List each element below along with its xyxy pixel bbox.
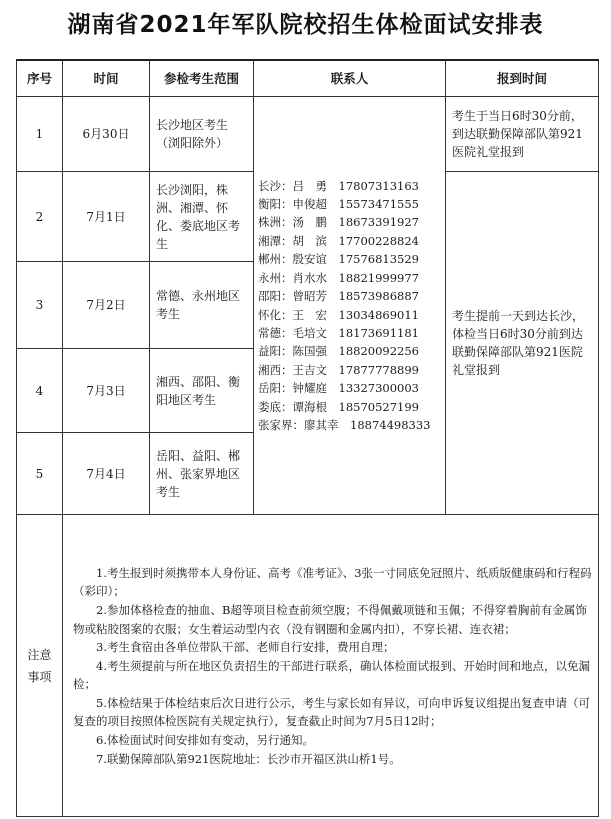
row-range: 岳阳、益阳、郴州、张家界地区考生: [150, 433, 254, 515]
contact-line: 株洲：汤 鹏 18673391927: [258, 215, 419, 230]
contact-line: 湘西：王吉文 17877778899: [258, 362, 419, 377]
note-item: 3.考生食宿由各单位带队干部、老师自行安排，费用自理；: [96, 640, 395, 655]
row-no: 2: [17, 172, 63, 262]
header-report: 报到时间: [446, 60, 599, 97]
note-item: 6.体检面试时间安排如有变动，另行通知。: [96, 733, 314, 748]
contact-line: 娄底：谭海根 18570527199: [258, 399, 419, 414]
notes-content: [63, 515, 599, 817]
contact-line: 常德：毛培文 18173691181: [258, 325, 419, 340]
notes-row: [17, 515, 599, 817]
row-date: 7月2日: [63, 262, 150, 349]
note-item: 1.考生报到时须携带本人身份证、高考《准考证》、3张一寸同底免冠照片、纸质版健康码和行程码（彩印）；: [73, 565, 592, 599]
row-date: 7月3日: [63, 349, 150, 433]
header-date: 时间: [63, 60, 150, 97]
contact-line: 衡阳：申俊超 15573471555: [258, 197, 419, 212]
row-range: 长沙地区考生（浏阳除外）: [150, 97, 254, 172]
table-row: [17, 97, 599, 172]
row-no: 5: [17, 433, 63, 515]
contact-line: 张家界：廖其幸 18874498333: [258, 417, 431, 432]
row-date: 7月1日: [63, 172, 150, 262]
note-item: 5.体检结果于体检结束后次日进行公示，考生与家长如有异议，可向申诉复议组提出复查申请（可复查的项目按照体检医院有关规定执行），复查截止时间为7月5日12时；: [73, 695, 590, 729]
notes-label-line: 事项: [27, 669, 52, 684]
contact-line: 郴州：殷安谊 17576813529: [258, 252, 419, 267]
contact-line: 岳阳：钟耀庭 13327300003: [258, 381, 419, 396]
header-range: 参检考生范围: [150, 60, 254, 97]
row-no: 4: [17, 349, 63, 433]
row-range: 常德、永州地区考生: [150, 262, 254, 349]
contact-line: 邵阳：曾昭芳 18573986887: [258, 289, 419, 304]
row-range: 长沙浏阳，株洲、湘潭、怀化、娄底地区考生: [150, 172, 254, 262]
contact-line: 湘潭：胡 滨 17700228824: [258, 233, 419, 248]
row-date: 6月30日: [63, 97, 150, 172]
contact-line: 永州：肖水水 18821999977: [258, 270, 419, 285]
schedule-table: [16, 59, 599, 817]
note-item: 2.参加体格检查的抽血、B超等项目检查前须空腹；不得佩戴项链和玉佩；不得穿着胸前有金属饰物或粘胶图案的衣服；女生着运动型内衣（没有钢圈和金属内扣），不穿长裙、连衣裙；: [73, 602, 587, 636]
contact-line: 益阳：陈国强 18820092256: [258, 344, 419, 359]
header-no: 序号: [17, 60, 63, 97]
notes-label: [17, 515, 63, 817]
note-item: 7.联勤保障部队第921医院地址：长沙市开福区洪山桥1号。: [96, 751, 401, 766]
contacts-cell: [254, 97, 446, 515]
row-no: 3: [17, 262, 63, 349]
notes-label-line: 注意: [27, 647, 52, 662]
row-no: 1: [17, 97, 63, 172]
note-item: 4.考生须提前与所在地区负责招生的干部进行联系，确认体检面试报到、开始时间和地点，以免漏检；: [73, 658, 590, 692]
row-range: 湘西、邵阳、衡阳地区考生: [150, 349, 254, 433]
table-header-row: [17, 60, 599, 97]
page-title: 湖南省2021年军队院校招生体检面试安排表: [67, 12, 544, 38]
header-contacts: 联系人: [254, 60, 446, 97]
report-time-others: 考生提前一天到达长沙，体检当日6时30分前到达联勤保障部队第921医院礼堂报到: [446, 172, 599, 515]
contact-line: 长沙：吕 勇 17807313163: [258, 178, 419, 193]
row-date: 7月4日: [63, 433, 150, 515]
report-time-first: 考生于当日6时30分前，到达联勤保障部队第921医院礼堂报到: [446, 97, 599, 172]
contact-line: 怀化：王 宏 13034869011: [258, 307, 419, 322]
